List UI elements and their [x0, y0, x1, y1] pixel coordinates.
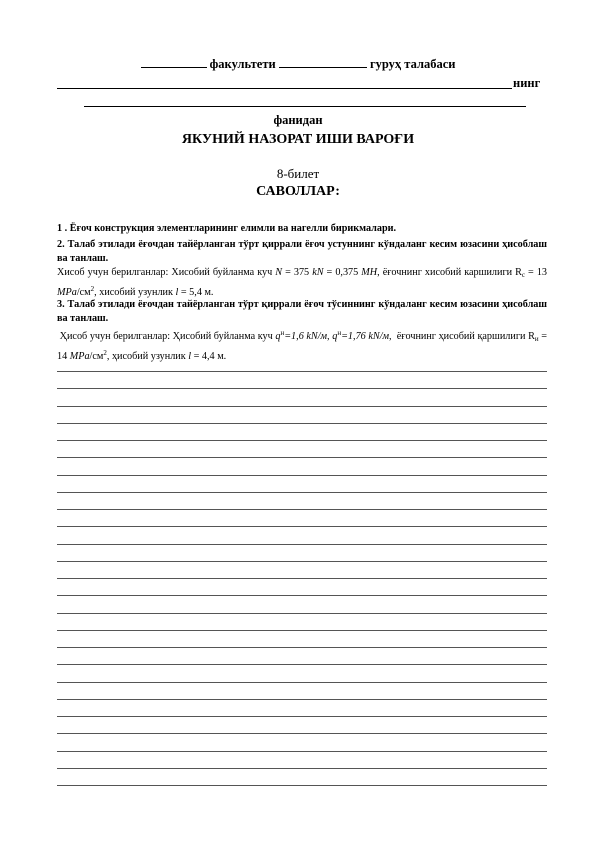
answer-line[interactable] [57, 475, 547, 476]
force-alt-value: = 0,375 [326, 267, 359, 278]
subject-label: фанидан [273, 113, 323, 127]
resistance-prefix: ёғочнинг ҳисобий қаршилиги R [396, 331, 535, 342]
resistance-unit: MPa [57, 287, 77, 298]
question-2-text: Талаб этилади ёғочдан тайёрланган тўрт қиррали ёғоч устуннинг кўндаланг кесим юзасини ҳисоблаш ва танлаш. [57, 239, 548, 264]
page-title: ЯКУНИЙ НАЗОРАТ ИШИ ВАРОҒИ [181, 132, 415, 147]
question-1-text: Ёғоч конструкция элементларининг елимли ва нагелли бирикмалари. [69, 223, 397, 234]
answer-line[interactable] [57, 613, 547, 614]
header-faculty-group-line [0, 56, 596, 72]
length-symbol: l [175, 287, 179, 298]
load-2-superscript: н [337, 329, 342, 337]
length-value: = 5,4 м. [180, 287, 214, 298]
answer-line[interactable] [57, 457, 547, 458]
answer-line[interactable] [57, 509, 547, 510]
answer-line[interactable] [57, 406, 547, 407]
load-2-symbol: q [332, 331, 338, 342]
answer-line[interactable] [57, 664, 547, 665]
group-label: гуруҳ талабаси [369, 57, 456, 71]
question-3-number: 3 [57, 299, 63, 310]
resistance-superscript: 2 [90, 285, 95, 293]
question-2 [57, 238, 547, 300]
force-value: = 375 [285, 267, 310, 278]
answer-line[interactable] [57, 492, 547, 493]
questions-heading: САВОЛЛАР: [256, 184, 340, 199]
resistance-superscript: 2 [103, 349, 107, 357]
answer-line[interactable] [57, 647, 547, 648]
answer-line[interactable] [57, 785, 547, 786]
resistance-unit: MPa [69, 351, 90, 362]
answer-line[interactable] [57, 733, 547, 734]
question-3-given [57, 326, 547, 364]
length-prefix: , хисобий узунлик [94, 287, 173, 298]
question-3-given-prefix: Ҳисоб учун берилганлар: Ҳисобий буйланма куч [59, 331, 273, 342]
load-1-superscript: н [280, 329, 285, 337]
answer-line[interactable] [57, 526, 547, 527]
resistance-value: = 14 [57, 331, 547, 362]
answer-line[interactable] [57, 768, 547, 769]
answer-line[interactable] [57, 595, 547, 596]
subject-blank[interactable] [84, 106, 526, 107]
student-label: нинг [513, 76, 541, 90]
faculty-label: факультети [209, 57, 276, 71]
answer-line[interactable] [57, 561, 547, 562]
question-3 [57, 298, 547, 364]
answer-line[interactable] [57, 440, 547, 441]
load-1-value: =1,6 kN/м, [284, 331, 330, 342]
resistance-subscript: c [521, 271, 526, 279]
load-2-value: =1,76 kN/м, [341, 331, 392, 342]
length-symbol: l [188, 351, 192, 362]
answer-line[interactable] [57, 388, 547, 389]
student-name-blank[interactable] [57, 88, 512, 89]
resistance-prefix: , ёғочнинг хисобий каршилиги R [377, 267, 522, 278]
force-symbol: N [275, 267, 283, 278]
force-alt-unit: MH [361, 267, 378, 278]
answer-line[interactable] [57, 371, 547, 372]
ticket-number: 8-билет [276, 166, 320, 181]
resistance-subscript: и [534, 335, 539, 343]
answer-line[interactable] [57, 544, 547, 545]
answer-line[interactable] [57, 578, 547, 579]
group-blank[interactable] [279, 67, 367, 68]
question-3-text: . Талаб этилади ёғочдан тайёрланган тўрт қиррали ёғоч тўсиннинг кўндаланг кесим юзасини ҳисоблаш ва танлаш. [57, 299, 547, 324]
resistance-unit-area: /см [89, 351, 104, 362]
question-1-number: 1 [57, 223, 63, 234]
answer-line[interactable] [57, 630, 547, 631]
length-prefix: , ҳисобий узунлик [106, 351, 186, 362]
question-2-heading [57, 238, 547, 266]
question-1: 1 . Ёғоч конструкция элементларининг елимли ва нагелли бирикмалари. [57, 223, 397, 234]
length-value: = 4,4 м. [193, 351, 227, 362]
force-unit: kN [312, 267, 324, 278]
answer-line[interactable] [57, 682, 547, 683]
faculty-blank[interactable] [141, 67, 207, 68]
question-2-number: 2. [57, 239, 65, 250]
resistance-unit-area: /см [76, 287, 91, 298]
question-3-heading [57, 298, 547, 326]
answer-line[interactable] [57, 423, 547, 424]
question-2-given-prefix: Хисоб учун берилганлар: Хисобий буйланма куч [57, 267, 273, 278]
resistance-value: = 13 [528, 267, 548, 278]
answer-line[interactable] [57, 751, 547, 752]
load-1-symbol: q [275, 331, 281, 342]
question-2-given [57, 266, 547, 300]
answer-line[interactable] [57, 699, 547, 700]
answer-line[interactable] [57, 716, 547, 717]
